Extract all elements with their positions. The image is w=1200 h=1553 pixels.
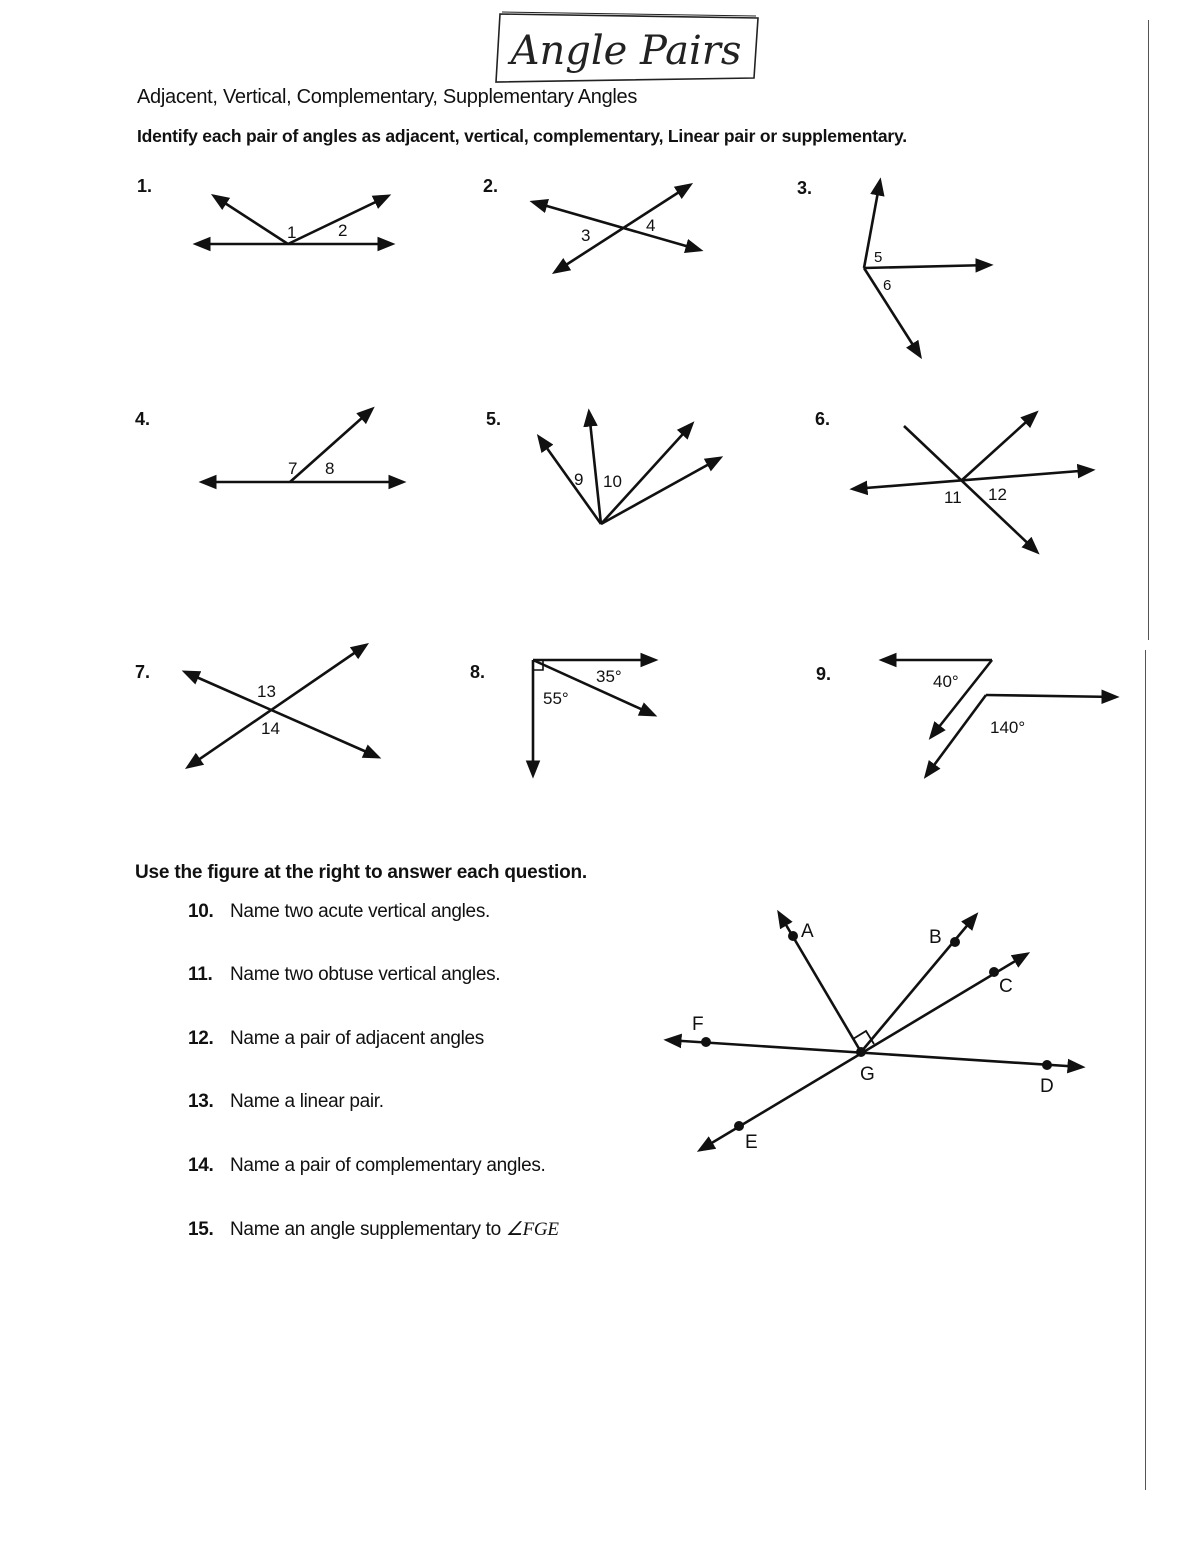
scan-edge-line-top (1148, 20, 1149, 640)
angle-label-35: 35° (596, 667, 622, 686)
figure-7 (185, 645, 378, 767)
figure-6 (853, 413, 1092, 552)
figure-3 (864, 181, 990, 356)
question-15-number: 15. (188, 1219, 214, 1240)
question-11-number: 11. (188, 964, 213, 985)
angle-label-11: 11 (944, 488, 962, 507)
question-15 (188, 1218, 559, 1241)
question-15-angle: ∠FGE (505, 1219, 559, 1240)
question-10 (188, 901, 490, 923)
angle-label-2: 2 (338, 221, 348, 240)
figure-section-heading: Use the figure at the right to answer each question. (135, 862, 588, 883)
problem-5-number: 5. (486, 409, 502, 429)
question-12-number: 12. (188, 1028, 214, 1049)
angle-label-3: 3 (581, 226, 591, 245)
angle-label-12: 12 (988, 485, 1007, 504)
angle-label-140: 140° (990, 718, 1026, 737)
question-13-number: 13. (188, 1091, 214, 1112)
question-15-text: Name an angle supplementary to (230, 1219, 501, 1240)
subtitle: Adjacent, Vertical, Complementary, Supplementary Angles (137, 86, 638, 108)
figure-4 (202, 409, 403, 482)
question-10-number: 10. (188, 901, 214, 922)
angle-label-6: 6 (883, 277, 892, 294)
question-12 (188, 1028, 484, 1050)
question-11 (188, 964, 500, 986)
title-text: Angle Pairs (510, 28, 742, 74)
angle-label-10: 10 (603, 472, 622, 491)
instructions: Identify each pair of angles as adjacent, vertical, complementary, Linear pair or supplementary. (137, 126, 907, 146)
angle-label-4: 4 (646, 216, 656, 235)
problem-4-number: 4. (135, 409, 151, 429)
point-label-f: F (692, 1014, 704, 1035)
angle-label-1: 1 (287, 223, 297, 242)
problem-7-number: 7. (135, 662, 151, 682)
problem-8-number: 8. (470, 662, 486, 682)
problem-2-number: 2. (483, 176, 499, 196)
angle-label-55: 55° (543, 689, 569, 708)
question-10-text: Name two acute vertical angles. (230, 901, 490, 922)
angle-label-9: 9 (574, 470, 584, 489)
point-label-g: G (860, 1064, 875, 1085)
point-label-c: C (999, 976, 1013, 997)
question-14 (188, 1155, 546, 1177)
problem-1-number: 1. (137, 176, 153, 196)
question-14-number: 14. (188, 1155, 214, 1176)
figure-5 (539, 412, 720, 524)
angle-label-14: 14 (261, 719, 280, 738)
point-label-a: A (801, 921, 814, 942)
question-14-text: Name a pair of complementary angles. (230, 1155, 546, 1176)
scan-edge-line-bottom (1145, 650, 1146, 1490)
problem-3-number: 3. (797, 178, 813, 198)
problem-6-number: 6. (815, 409, 831, 429)
question-11-text: Name two obtuse vertical angles. (230, 964, 501, 985)
angle-label-40: 40° (933, 672, 959, 691)
figure-labels (257, 216, 1054, 1153)
problem-9-number: 9. (816, 664, 832, 684)
angle-label-7: 7 (288, 459, 298, 478)
point-label-b: B (929, 927, 942, 948)
figure-g-diagram (667, 913, 1082, 1150)
question-13-text: Name a linear pair. (230, 1091, 384, 1112)
question-13 (188, 1091, 384, 1113)
angle-label-8: 8 (325, 459, 335, 478)
figure-g-points (701, 931, 1052, 1131)
point-label-d: D (1040, 1076, 1054, 1097)
figure-8 (533, 660, 655, 775)
figure-2 (533, 185, 700, 272)
question-12-text: Name a pair of adjacent angles (230, 1028, 484, 1049)
angle-label-13: 13 (257, 682, 276, 701)
angle-label-5: 5 (874, 249, 883, 266)
point-label-e: E (745, 1132, 758, 1153)
